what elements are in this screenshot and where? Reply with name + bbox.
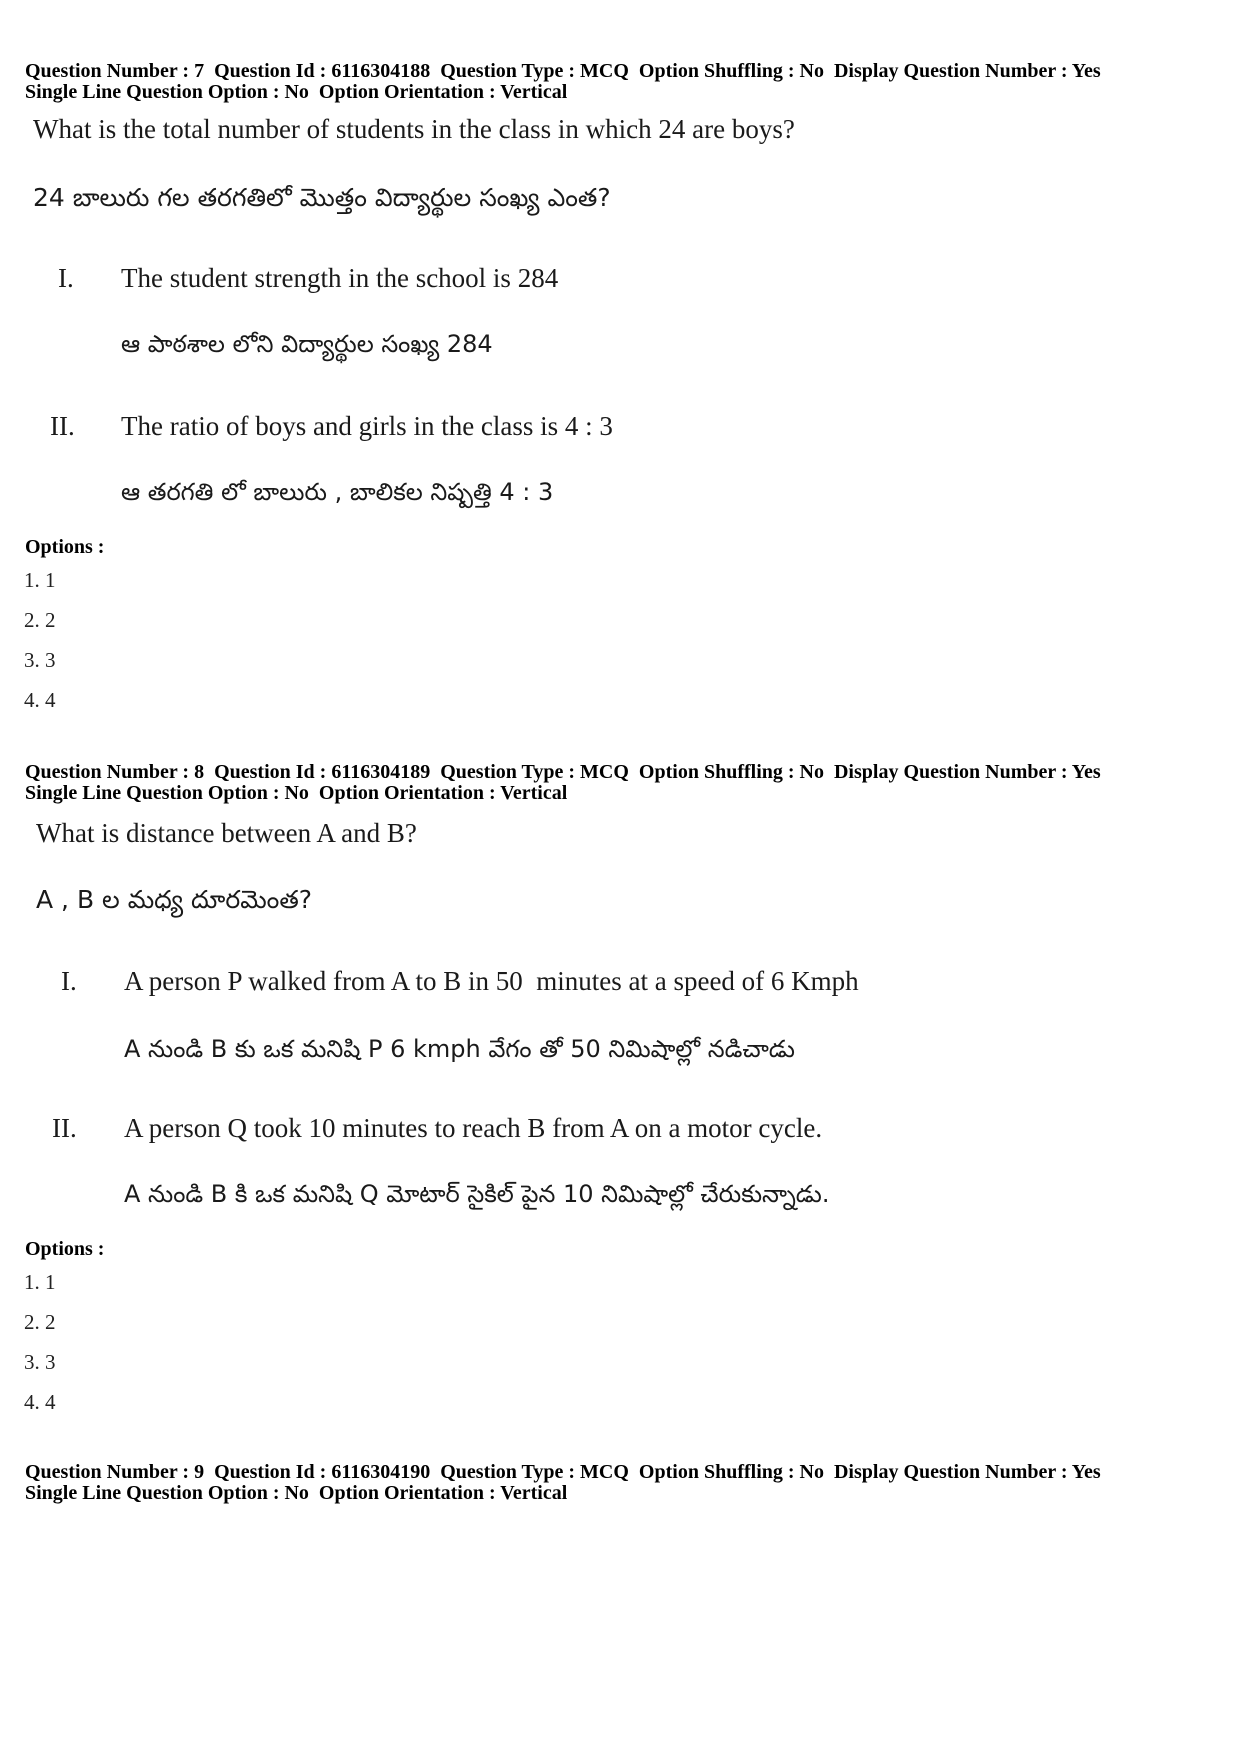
question-8-statement-1-english: A person P walked from A to B in 50 minutes at a speed of 6 Kmph bbox=[124, 966, 859, 996]
question-7-option-2[interactable]: 2. 2 bbox=[24, 608, 56, 632]
question-7-statement-2-telugu: ఆ తరగతి లో బాలురు , బాలికల నిష్పత్తి 4 : 3 bbox=[121, 478, 554, 506]
question-7-text-telugu: 24 బాలురు గల తరగతిలో మొత్తం విద్యార్థుల సంఖ్య ఎంత? bbox=[33, 183, 611, 212]
question-8-options-label: Options : bbox=[25, 1238, 105, 1260]
question-8-statement-1-numeral: I. bbox=[61, 966, 77, 996]
question-7-statement-1-numeral: I. bbox=[58, 263, 74, 293]
question-8-text-english: What is distance between A and B? bbox=[36, 818, 417, 848]
question-8-statement-1-telugu: A నుండి B కు ఒక మనిషి P 6 kmph వేగం తో 50 నిమిషాల్లో నడిచాడు bbox=[124, 1035, 795, 1063]
question-8-option-2[interactable]: 2. 2 bbox=[24, 1310, 56, 1334]
question-9-meta-line-1: Question Number : 9 Question Id : 6116304190 Question Type : MCQ Option Shuffling : No Display Question Number : Yes bbox=[25, 1461, 1101, 1483]
question-8-option-4[interactable]: 4. 4 bbox=[24, 1390, 56, 1414]
question-8-text-telugu: A , B ల మధ్య దూరమెంత? bbox=[36, 885, 313, 914]
question-8-meta bbox=[25, 762, 1225, 804]
question-7-text-english: What is the total number of students in the class in which 24 are boys? bbox=[33, 114, 795, 144]
question-7-option-1[interactable]: 1. 1 bbox=[24, 568, 56, 592]
question-8-option-1[interactable]: 1. 1 bbox=[24, 1270, 56, 1294]
question-7-meta-line-2: Single Line Question Option : No Option Orientation : Vertical bbox=[25, 81, 568, 103]
question-8-statement-2-numeral: II. bbox=[52, 1113, 77, 1143]
question-7-option-4[interactable]: 4. 4 bbox=[24, 688, 56, 712]
question-7-statement-1-telugu: ఆ పాఠశాల లోని విద్యార్థుల సంఖ్య 284 bbox=[121, 330, 493, 358]
question-7-meta bbox=[25, 61, 1225, 103]
question-7-statement-2-english: The ratio of boys and girls in the class is 4 : 3 bbox=[121, 411, 613, 441]
question-9-meta-line-2: Single Line Question Option : No Option Orientation : Vertical bbox=[25, 1482, 568, 1504]
question-8-statement-2-telugu: A నుండి B కి ఒక మనిషి Q మోటార్ సైకిల్ పైన 10 నిమిషాల్లో చేరుకున్నాడు. bbox=[124, 1180, 830, 1208]
question-9-meta bbox=[25, 1462, 1225, 1504]
question-7-meta-line-1: Question Number : 7 Question Id : 6116304188 Question Type : MCQ Option Shuffling : No Display Question Number : Yes bbox=[25, 60, 1101, 82]
question-7-options-label: Options : bbox=[25, 536, 105, 558]
question-7-statement-2-numeral: II. bbox=[50, 411, 75, 441]
question-8-option-3[interactable]: 3. 3 bbox=[24, 1350, 56, 1374]
question-7-statement-1-english: The student strength in the school is 284 bbox=[121, 263, 559, 293]
question-8-statement-2-english: A person Q took 10 minutes to reach B from A on a motor cycle. bbox=[124, 1113, 823, 1143]
question-7-option-3[interactable]: 3. 3 bbox=[24, 648, 56, 672]
question-8-meta-line-1: Question Number : 8 Question Id : 6116304189 Question Type : MCQ Option Shuffling : No Display Question Number : Yes bbox=[25, 761, 1101, 783]
question-8-meta-line-2: Single Line Question Option : No Option Orientation : Vertical bbox=[25, 782, 568, 804]
